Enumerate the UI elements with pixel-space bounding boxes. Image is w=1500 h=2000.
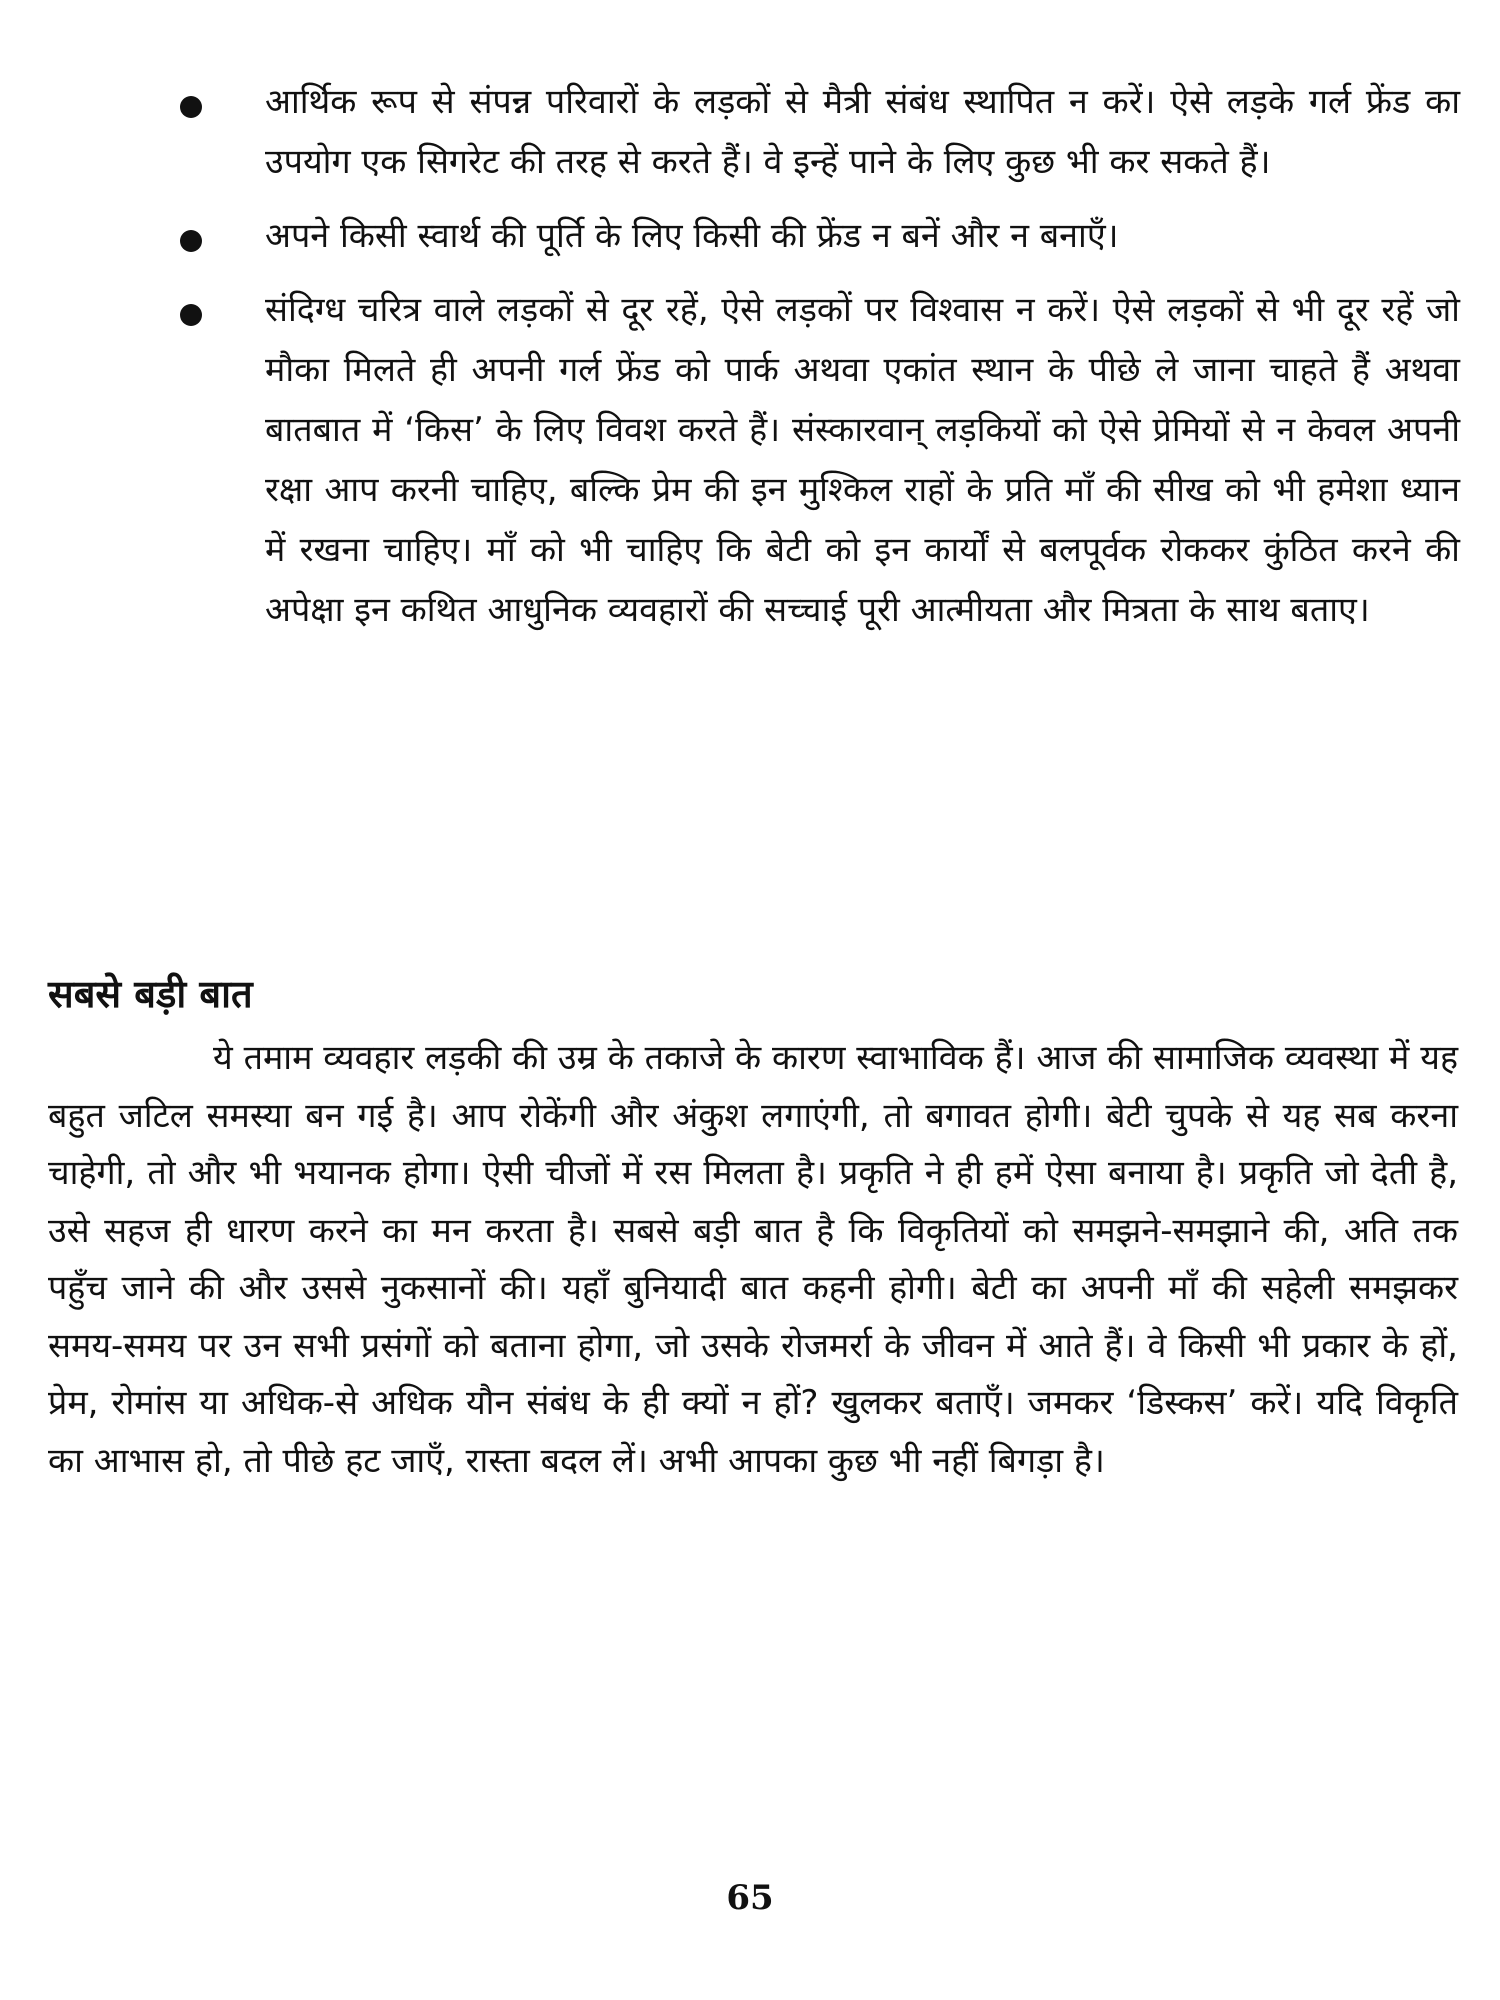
page-number: 65 bbox=[726, 1878, 774, 1918]
bullet-text: संदिग्ध चरित्र वाले लड़कों से दूर रहें, ऐसे लड़कों पर विश्वास न करें। ऐसे लड़कों से भी दूर रहें जो मौका मिलते ही अपनी गर्ल फ्रेंड को पार्क अथवा एकांत स्थान के पीछे ले जाना चाहते हैं अथवा बातबात में ‘किस’ के लिए विवश करते हैं। संस्कारवान् लड़कियों को ऐसे प्रेमियों से न केवल अपनी रक्षा आप करनी चाहिए, बल्कि प्रेम की इन मुश्किल राहों के प्रति माँ की सीख को भी हमेशा ध्यान में रखना चाहिए। माँ को भी चाहिए कि बेटी को इन कार्यों से बलपूर्वक रोककर कुंठित करने की अपेक्षा इन कथित आधुनिक व्यवहारों की सच्चाई पूरी आत्मीयता और मित्रता के साथ बताए। bbox=[265, 290, 1460, 630]
section-paragraph: ये तमाम व्यवहार लड़की की उम्र के तकाजे के कारण स्वाभाविक हैं। आज की सामाजिक व्यवस्था में यह बहुत जटिल समस्या बन गई है। आप रोकेंगी और अंकुश लगाएंगी, तो बगावत होगी। बेटी चुपके से यह सब करना चाहेगी, तो और भी भयानक होगा। ऐसी चीजों में रस मिलता है। प्रकृति ने ही हमें ऐसा बनाया है। प्रकृति जो देती है, उसे सहज ही धारण करने का मन करता है। सबसे बड़ी बात है कि विकृतियों को समझने-समझाने की, अति तक पहुँच जाने की और उससे नुकसानों की। यहाँ बुनियादी बात कहनी होगी। बेटी का अपनी माँ की सहेली समझकर समय-समय पर उन सभी प्रसंगों को बताना होगा, जो उसके रोजमर्रा के जीवन में आते हैं। वे किसी भी प्रकार के हों, प्रेम, रोमांस या अधिक-से अधिक यौन संबंध के ही क्यों न हों? खुलकर बताएँ। जमकर ‘डिस्कस’ करें। यदि विकृति का आभास हो, तो पीछे हट जाएँ, रास्ता बदल लें। अभी आपका कुछ भी नहीं बिगड़ा है। bbox=[48, 1038, 1458, 1481]
bullet-list bbox=[170, 72, 1460, 654]
bullet-dot-icon bbox=[180, 96, 202, 118]
bullet-text: अपने किसी स्वार्थ की पूर्ति के लिए किसी की फ्रेंड न बनें और न बनाएँ। bbox=[265, 216, 1119, 256]
bullet-dot-icon bbox=[180, 304, 202, 326]
bullet-item bbox=[170, 72, 1460, 192]
bullet-text: आर्थिक रूप से संपन्न परिवारों के लड़कों से मैत्री संबंध स्थापित न करें। ऐसे लड़के गर्ल फ्रेंड का उपयोग एक सिगरेट की तरह से करते हैं। वे इन्हें पाने के लिए कुछ भी कर सकते हैं। bbox=[265, 82, 1460, 182]
section-heading: सबसे बड़ी बात bbox=[48, 972, 253, 1016]
bullet-item bbox=[170, 206, 1460, 266]
bullet-dot-icon bbox=[180, 230, 202, 252]
bullet-item bbox=[170, 280, 1460, 640]
